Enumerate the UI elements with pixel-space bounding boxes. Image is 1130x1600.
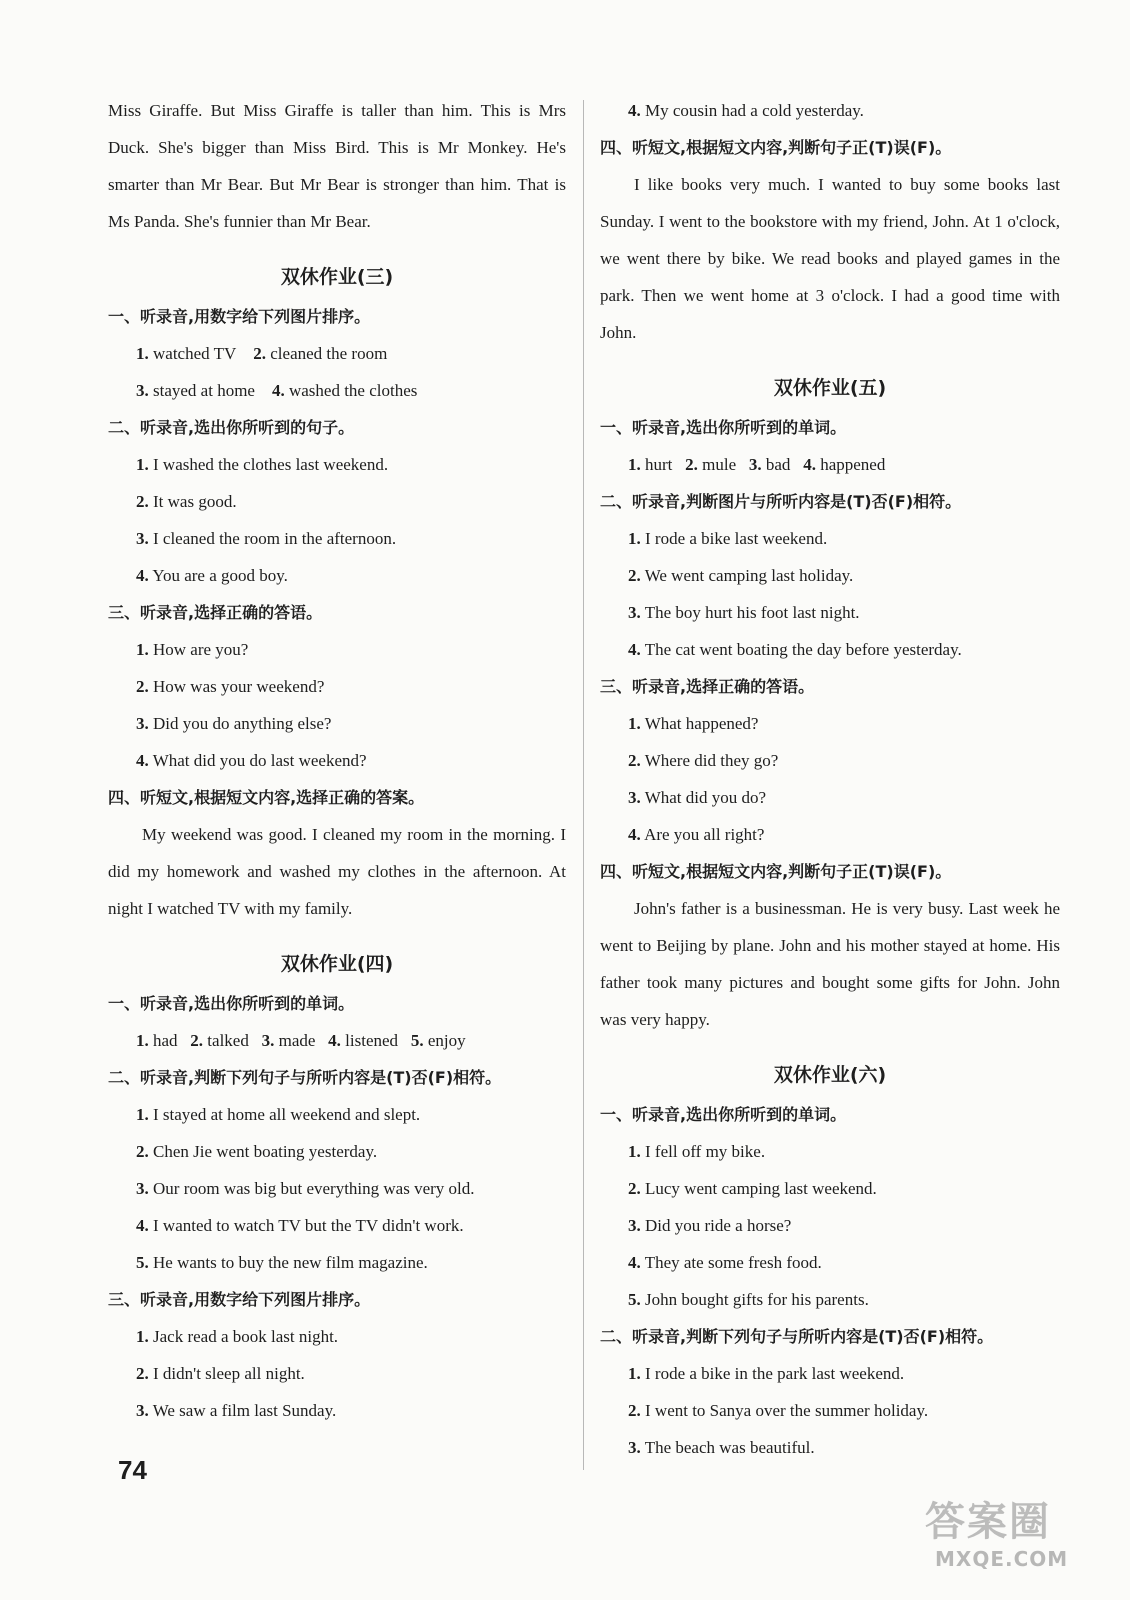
right-column (600, 92, 1060, 1466)
list-item (108, 1318, 566, 1355)
watermark-cn: 答案圈 (925, 1499, 1051, 1545)
item-text: listened (345, 1031, 399, 1050)
list-item (600, 705, 1060, 742)
item-text: Lucy went camping last weekend. (645, 1179, 877, 1198)
item-text: I didn't sleep all night. (153, 1364, 305, 1383)
word-row (108, 372, 566, 409)
part-title: 二、听录音,判断下列句子与所听内容是(T)否(F)相符。 (600, 1327, 994, 1346)
item-text: Are you all right? (644, 825, 765, 844)
part-title: 四、听短文,根据短文内容,判断句子正(T)误(F)。 (600, 862, 952, 881)
item-text: I washed the clothes last weekend. (153, 455, 389, 474)
list-item (108, 1355, 566, 1392)
item-number: 4. (803, 455, 816, 474)
item-number: 5. (628, 1290, 641, 1309)
item-number: 3. (136, 1401, 149, 1420)
item-text: You are a good boy. (152, 566, 288, 585)
list-item (108, 483, 566, 520)
watermark-en: MXQE.COM (935, 1547, 1069, 1571)
list-item (108, 446, 566, 483)
item-number: 3. (748, 455, 762, 474)
list-item (600, 1207, 1060, 1244)
passage-paragraph: I like books very much. I wanted to buy some books last Sunday. I went to the bookstore with my friend, John. At 1 o'clock, we went there by bike. We read books and played games in the park. Then we went home at 3 o'clock. I had a good time with John. (600, 175, 1060, 342)
item-text: watched TV (153, 344, 237, 363)
item-text: Chen Jie went boating yesterday. (153, 1142, 378, 1161)
item-number: 2. (136, 677, 149, 696)
item-text: talked (207, 1031, 249, 1050)
part-title: 二、听录音,选出你所听到的句子。 (108, 418, 355, 437)
item-text: The beach was beautiful. (644, 1438, 815, 1457)
item-text: I rode a bike last weekend. (645, 529, 828, 548)
item-text: Where did they go? (644, 751, 779, 770)
list-item (600, 742, 1060, 779)
item-number: 3. (136, 529, 149, 548)
item-text: cleaned the room (270, 344, 388, 363)
item-text: bad (765, 455, 791, 474)
page-number: 74 (118, 1455, 147, 1485)
list-item (108, 742, 566, 779)
list-item (108, 557, 566, 594)
list-item (600, 631, 1060, 668)
item-number: 1. (136, 455, 149, 474)
item-number: 3. (628, 603, 641, 622)
item-number: 2. (136, 1142, 149, 1161)
item-text: We went camping last holiday. (644, 566, 854, 585)
word-row (108, 1022, 566, 1059)
item-number: 1. (628, 1364, 641, 1383)
list-item (108, 668, 566, 705)
item-text: How are you? (153, 640, 249, 659)
item-number: 1. (136, 1327, 149, 1346)
item-text: had (153, 1031, 178, 1050)
item-number: 2. (628, 1401, 641, 1420)
item-text: I fell off my bike. (645, 1142, 766, 1161)
item-number: 3. (628, 1438, 641, 1457)
item-text: I went to Sanya over the summer holiday. (645, 1401, 929, 1420)
item-text: I stayed at home all weekend and slept. (153, 1105, 421, 1124)
list-item (108, 1244, 566, 1281)
item-number: 2. (136, 1364, 149, 1383)
item-number: 3. (136, 1179, 149, 1198)
item-number: 4. (628, 825, 641, 844)
list-item (108, 1133, 566, 1170)
item-number: 4. (136, 1216, 149, 1235)
item-number: 3. (261, 1031, 275, 1050)
item-number: 4. (628, 101, 641, 120)
item-number: 3. (628, 788, 641, 807)
list-item (108, 1170, 566, 1207)
item-text: stayed at home (153, 381, 255, 400)
item-number: 2. (190, 1031, 204, 1050)
item-text: How was your weekend? (153, 677, 325, 696)
list-item (600, 779, 1060, 816)
watermark-logo (925, 1490, 1110, 1585)
part-title: 三、听录音,选择正确的答语。 (600, 677, 815, 696)
item-number: 1. (136, 1031, 149, 1050)
list-item (600, 1170, 1060, 1207)
part-title: 一、听录音,用数字给下列图片排序。 (108, 307, 371, 326)
list-item (600, 1355, 1060, 1392)
item-text: The boy hurt his foot last night. (644, 603, 860, 622)
item-number: 3. (628, 1216, 641, 1235)
item-text: Our room was big but everything was very old. (153, 1179, 475, 1198)
item-text: What did you do last weekend? (152, 751, 367, 770)
section-title-4: 双休作业(四) (280, 953, 394, 975)
list-item (108, 520, 566, 557)
part-title: 三、听录音,选择正确的答语。 (108, 603, 323, 622)
item-text: I rode a bike in the park last weekend. (645, 1364, 905, 1383)
part-title: 一、听录音,选出你所听到的单词。 (600, 418, 847, 437)
item-number: 3. (136, 714, 149, 733)
list-item (108, 705, 566, 742)
section-title-6: 双休作业(六) (773, 1064, 887, 1086)
item-text: happened (820, 455, 886, 474)
list-item (108, 1096, 566, 1133)
list-item (600, 1392, 1060, 1429)
item-text: Jack read a book last night. (153, 1327, 339, 1346)
list-item (600, 520, 1060, 557)
item-number: 2. (685, 455, 698, 474)
item-number: 2. (628, 1179, 641, 1198)
item-text: Did you do anything else? (153, 714, 332, 733)
list-item (600, 557, 1060, 594)
item-number: 5. (410, 1031, 424, 1050)
list-item (600, 816, 1060, 853)
section-title-3: 双休作业(三) (280, 266, 394, 288)
left-column (108, 92, 566, 1429)
item-number: 2. (136, 492, 149, 511)
item-number: 2. (628, 751, 641, 770)
item-text: We saw a film last Sunday. (152, 1401, 337, 1420)
item-text: He wants to buy the new film magazine. (153, 1253, 428, 1272)
item-text: John bought gifts for his parents. (645, 1290, 869, 1309)
list-item (600, 92, 1060, 129)
item-number: 4. (328, 1031, 341, 1050)
part-title: 四、听短文,根据短文内容,判断句子正(T)误(F)。 (600, 138, 952, 157)
part-title: 三、听录音,用数字给下列图片排序。 (108, 1290, 371, 1309)
item-text: It was good. (153, 492, 237, 511)
list-item (600, 594, 1060, 631)
item-text: What did you do? (644, 788, 767, 807)
item-text: Did you ride a horse? (645, 1216, 792, 1235)
item-text: I wanted to watch TV but the TV didn't work. (153, 1216, 464, 1235)
item-number: 2. (253, 344, 266, 363)
item-text: made (278, 1031, 316, 1050)
item-number: 1. (628, 1142, 641, 1161)
passage-paragraph: John's father is a businessman. He is very busy. Last week he went to Beijing by plane. John and his mother stayed at home. His father took many pictures and bought some gifts for John. John was very happy. (600, 899, 1060, 1029)
item-number: 1. (136, 1105, 149, 1124)
section-title-5: 双休作业(五) (773, 377, 887, 399)
item-number: 4. (271, 381, 285, 400)
item-number: 1. (628, 455, 641, 474)
part-title: 四、听短文,根据短文内容,选择正确的答案。 (108, 788, 425, 807)
item-number: 1. (628, 529, 641, 548)
item-number: 5. (136, 1253, 149, 1272)
list-item (600, 1281, 1060, 1318)
item-text: enjoy (427, 1031, 466, 1050)
passage-paragraph: My weekend was good. I cleaned my room in the morning. I did my homework and washed my clothes in the afternoon. At night I watched TV with my family. (108, 825, 566, 918)
item-number: 4. (136, 751, 149, 770)
item-text: What happened? (644, 714, 759, 733)
intro-paragraph: Miss Giraffe. But Miss Giraffe is taller than him. This is Mrs Duck. She's bigger than Miss Bird. This is Mr Monkey. He's smarter than Mr Bear. But Mr Bear is stronger than him. That is Ms Panda. She's funnier than Mr Bear. (108, 101, 566, 231)
list-item (600, 1429, 1060, 1466)
item-number: 4. (136, 566, 149, 585)
part-title: 二、听录音,判断下列句子与所听内容是(T)否(F)相符。 (108, 1068, 502, 1087)
item-text: The cat went boating the day before yesterday. (644, 640, 962, 659)
item-text: I cleaned the room in the afternoon. (153, 529, 397, 548)
item-number: 2. (628, 566, 641, 585)
item-number: 1. (136, 640, 149, 659)
item-text: washed the clothes (288, 381, 418, 400)
list-item (600, 1244, 1060, 1281)
item-number: 1. (136, 344, 149, 363)
part-title: 一、听录音,选出你所听到的单词。 (600, 1105, 847, 1124)
item-number: 3. (136, 381, 149, 400)
word-row (108, 335, 566, 372)
item-number: 4. (628, 1253, 641, 1272)
list-item (108, 1392, 566, 1429)
word-row (600, 446, 1060, 483)
part-title: 二、听录音,判断图片与所听内容是(T)否(F)相符。 (600, 492, 962, 511)
list-item (600, 1133, 1060, 1170)
item-text: mule (702, 455, 737, 474)
item-text: They ate some fresh food. (644, 1253, 822, 1272)
item-text: hurt (645, 455, 673, 474)
item-text: My cousin had a cold yesterday. (645, 101, 864, 120)
list-item (108, 1207, 566, 1244)
list-item (108, 631, 566, 668)
item-number: 4. (628, 640, 641, 659)
part-title: 一、听录音,选出你所听到的单词。 (108, 994, 355, 1013)
column-divider (583, 100, 584, 1470)
item-number: 1. (628, 714, 641, 733)
